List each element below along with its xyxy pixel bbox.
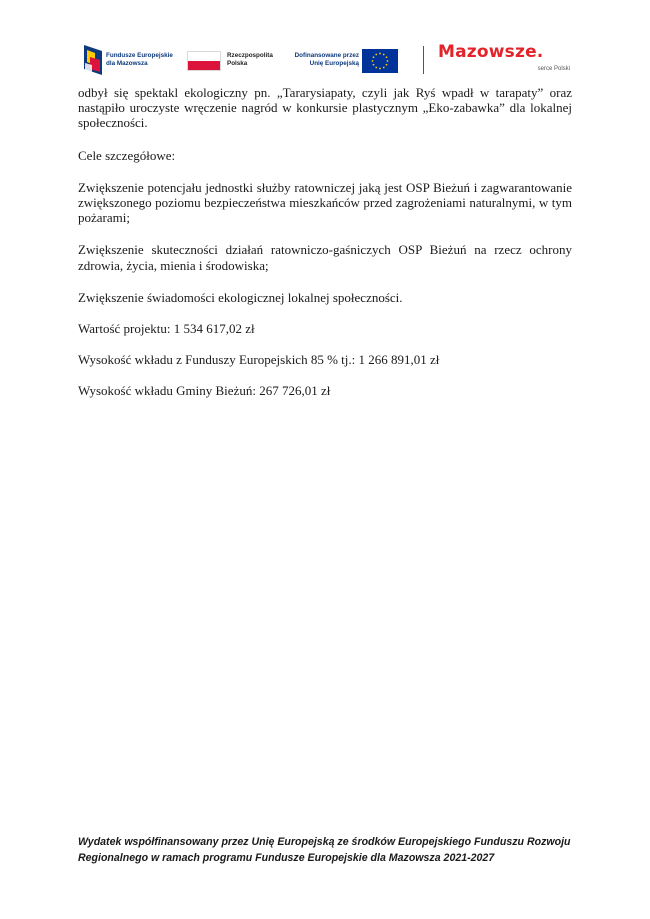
eu-star-icon xyxy=(379,53,381,55)
unia-europejska-logo xyxy=(289,49,419,75)
funding-footer xyxy=(78,834,578,866)
project-value: Wartość projektu: 1 534 617,02 zł xyxy=(78,321,255,337)
rzeczpospolita-polska-logo xyxy=(187,51,297,73)
rp-logo-text: Rzeczpospolita Polska xyxy=(227,52,273,67)
ue-logo-text: Dofinansowane przez Unię Europejską xyxy=(294,52,359,67)
logo-strip xyxy=(84,44,574,78)
eu-star-icon xyxy=(383,67,385,69)
goal-paragraph-3: Zwiększenie świadomości ekologicznej lokalnej społeczności. xyxy=(78,289,403,305)
footer-line-1: Wydatek współfinansowany przez Unię Europejską ze środków Europejskiego Funduszu Rozwoju xyxy=(78,836,571,848)
logo-divider xyxy=(423,46,424,74)
fe-mark-icon xyxy=(84,45,102,75)
document-body xyxy=(78,85,572,399)
goals-heading: Cele szczegółowe: xyxy=(78,147,176,163)
goal-paragraph-1: Zwiększenie potencjału jednostki służby ratowniczej jaką jest OSP Bieżuń i zagwarantowanie zwiększonego poziomu bezpieczeństwa mieszkańców przed zagrożeniami naturalnymi, w tym pożarami; xyxy=(78,179,572,226)
eu-flag-icon xyxy=(362,49,398,73)
eu-star-icon xyxy=(386,64,388,66)
goal-paragraph-2: Zwiększenie skuteczności działań ratowniczo-gaśniczych OSP Bieżuń na rzecz ochrony zdrowia, życia, mienia i środowiska; xyxy=(78,242,572,273)
eu-star-icon xyxy=(383,54,385,56)
eu-star-icon xyxy=(387,60,389,62)
eu-star-icon xyxy=(373,56,375,58)
mazowsze-logo xyxy=(438,44,576,78)
footer-line-2: Regionalnego w ramach programu Fundusze Europejskie dla Mazowsza 2021-2027 xyxy=(78,852,495,864)
polish-flag-icon xyxy=(187,51,221,71)
eu-star-icon xyxy=(375,54,377,56)
eu-star-icon xyxy=(386,56,388,58)
eu-contribution: Wysokość wkładu z Funduszy Europejskich 85 % tj.: 1 266 891,01 zł xyxy=(78,352,440,368)
fundusze-europejskie-logo xyxy=(84,45,184,75)
eu-star-icon xyxy=(372,60,374,62)
eu-star-icon xyxy=(375,67,377,69)
mazowsze-tagline: serce Polski xyxy=(537,66,570,72)
fe-logo-text: Fundusze Europejskie dla Mazowsza xyxy=(106,52,173,67)
eu-star-icon xyxy=(379,68,381,70)
intro-paragraph: odbył się spektakl ekologiczny pn. „Tararysiapaty, czyli jak Ryś wpadł w tarapaty” oraz nastąpiło uroczyste wręczenie nagród w konkursie plastycznym „Eko-zabawka” dla lokalnej społeczności. xyxy=(78,85,572,131)
mazowsze-wordmark: Mazowsze. xyxy=(438,42,544,62)
municipality-contribution: Wysokość wkładu Gminy Bieżuń: 267 726,01 zł xyxy=(78,383,331,399)
eu-star-icon xyxy=(373,64,375,66)
